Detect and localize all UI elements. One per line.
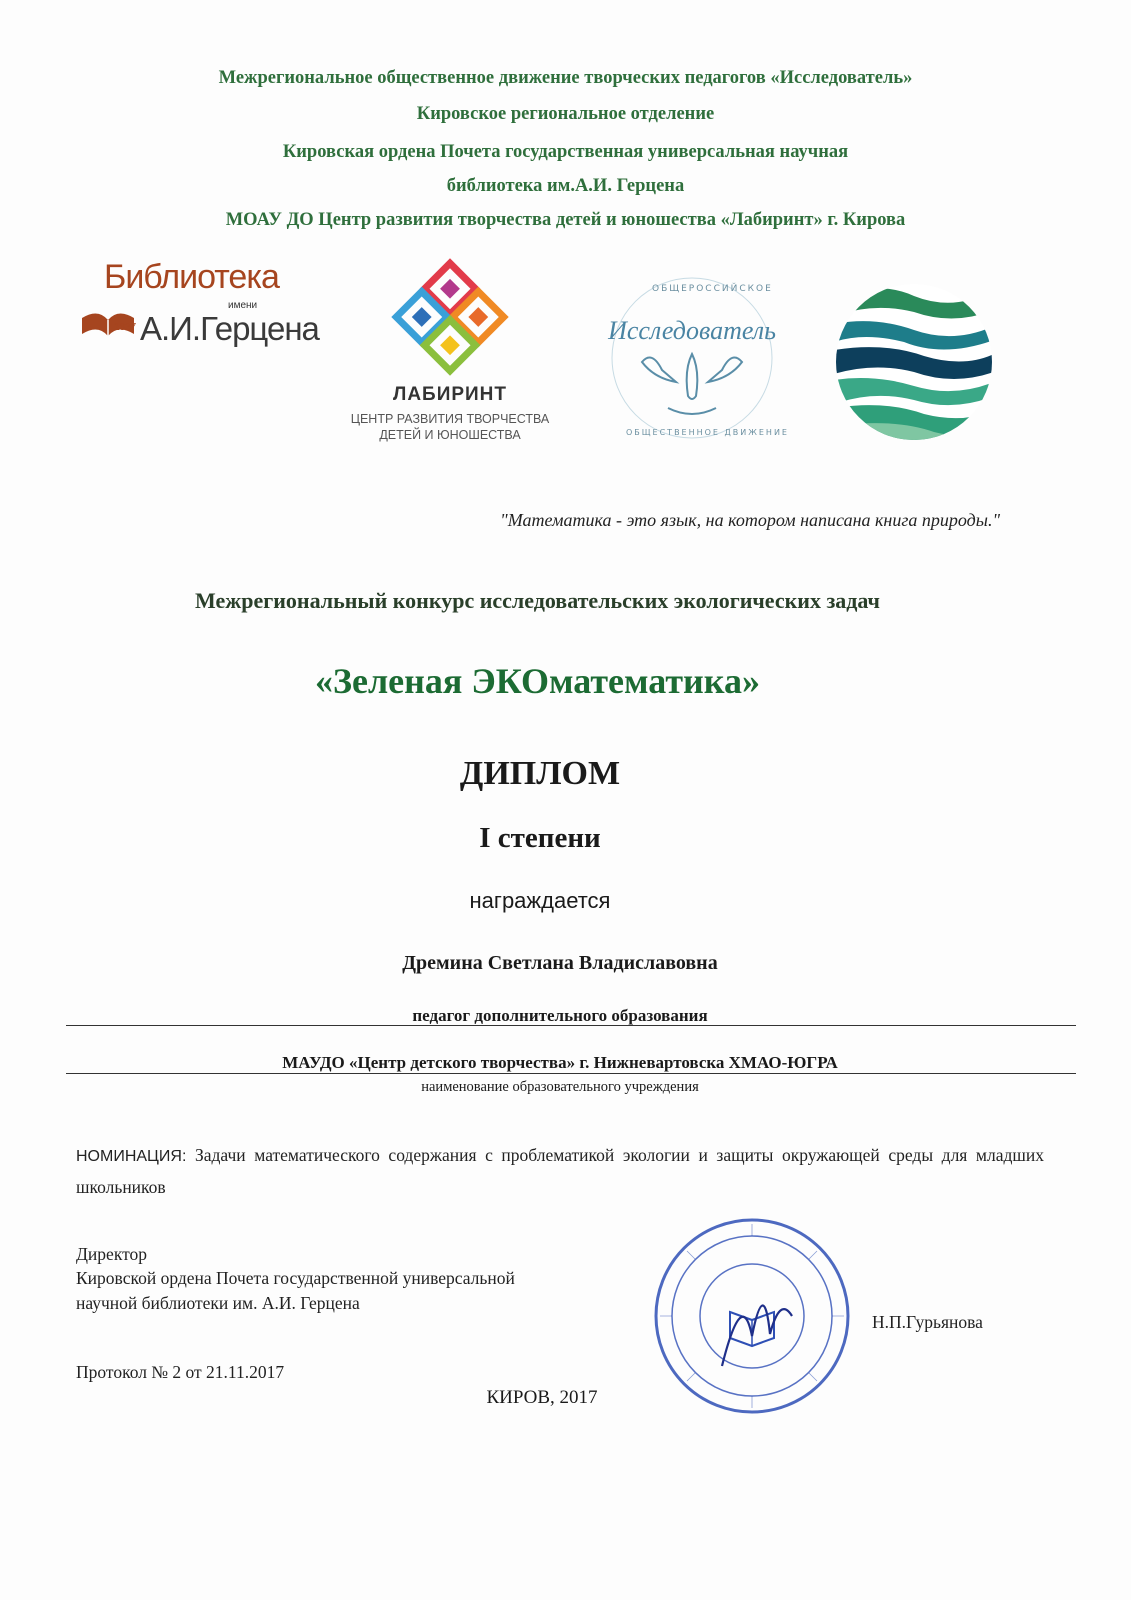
contest-title: Межрегиональный конкурс исследовательских экологических задач <box>195 588 880 613</box>
eco-globe-logo <box>834 282 994 442</box>
library-logo-line2: А.И.Герцена <box>140 310 319 347</box>
researcher-ring-top: ОБЩЕРОССИЙСКОЕ <box>652 284 773 294</box>
awarded-text: награждается <box>469 888 611 913</box>
institution-underline <box>66 1073 1076 1074</box>
protocol-text: Протокол № 2 от 21.11.2017 <box>76 1362 285 1382</box>
official-stamp <box>652 1216 852 1416</box>
recipient-position: педагог дополнительного образования <box>412 1006 708 1025</box>
labyrinth-sub1: ЦЕНТР РАЗВИТИЯ ТВОРЧЕСТВА <box>350 412 550 426</box>
library-logo-year: 1837 <box>114 322 137 333</box>
header-library-line: Кировская ордена Почета государственная универсальная научная <box>282 142 849 162</box>
wave-globe-icon <box>834 282 994 442</box>
quote-text: "Математика - это язык, на котором написана книга природы." <box>500 510 1000 530</box>
institution-caption: наименование образовательного учреждения <box>421 1079 699 1095</box>
header-org-line: Межрегиональное общественное движение творческих педагогов «Исследователь» <box>218 68 913 88</box>
diploma-title: ДИПЛОМ <box>459 755 621 792</box>
researcher-bird-icon <box>592 270 792 450</box>
researcher-ring-bottom: ОБЩЕСТВЕННОЕ ДВИЖЕНИЕ <box>626 428 789 437</box>
stamp-seal-icon <box>652 1216 852 1416</box>
header-center-line: МОАУ ДО Центр развития творчества детей и юношества «Лабиринт» г. Кирова <box>225 210 906 230</box>
diploma-degree: I степени <box>479 822 601 854</box>
nomination-block <box>76 1140 1044 1202</box>
nomination-text: Задачи математического содержания с проблематикой экологии и защиты окружающей среды для младших школьников <box>76 1145 1045 1197</box>
labyrinth-sub2: ДЕТЕЙ И ЮНОШЕСТВА <box>379 428 521 442</box>
position-underline <box>66 1025 1076 1026</box>
labyrinth-logo <box>335 252 565 457</box>
signatory-title-2: Кировской ордена Почета государственной универсальной <box>76 1268 515 1288</box>
library-logo <box>78 258 319 358</box>
labyrinth-title: ЛАБИРИНТ <box>392 384 508 405</box>
contest-name: «Зеленая ЭКОматематика» <box>315 661 760 701</box>
nomination-label: НОМИНАЦИЯ: <box>76 1148 187 1165</box>
recipient-name: Дремина Светлана Владиславовна <box>402 952 718 974</box>
signatory-title-1: Директор <box>76 1244 148 1264</box>
labyrinth-mark-icon <box>385 252 515 382</box>
researcher-logo <box>592 270 792 450</box>
header-library-name-line: библиотека им.А.И. Герцена <box>446 176 685 196</box>
header-branch-line: Кировское региональное отделение <box>416 104 715 124</box>
library-logo-small: имени <box>228 300 258 311</box>
library-logo-line1: Библиотека <box>104 258 279 296</box>
signatory-name: Н.П.Гурьянова <box>872 1312 983 1332</box>
signatory-title-3: научной библиотеки им. А.И. Герцена <box>76 1293 360 1313</box>
researcher-title: Исследователь <box>608 316 776 345</box>
footer-city-year: КИРОВ, 2017 <box>486 1387 598 1408</box>
institution-name: МАУДО «Центр детского творчества» г. Нижневартовска ХМАО-ЮГРА <box>282 1053 838 1072</box>
